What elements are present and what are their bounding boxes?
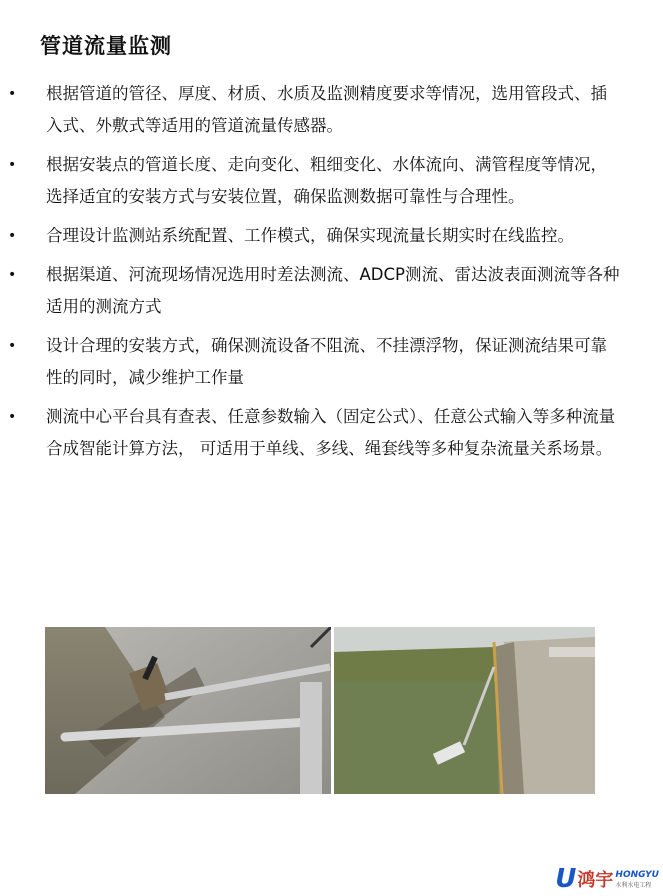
list-item-text: 根据管道的管径、厚度、材质、水质及监测精度要求等情况，选用管段式、插入式、外敷式等适用的管道流量传感器。 xyxy=(46,84,607,135)
list-item xyxy=(0,220,663,252)
bullet-icon: • xyxy=(8,157,17,173)
bullet-icon: • xyxy=(8,267,17,283)
list-item-text: 设计合理的安装方式，确保测流设备不阻流、不挂漂浮物，保证测流结果可靠性的同时，减少维护工作量 xyxy=(46,336,607,387)
bullet-icon: • xyxy=(8,409,17,425)
bullet-icon: • xyxy=(8,86,17,102)
list-item-text: 根据安装点的管道长度、走向变化、粗细变化、水体流向、满管程度等情况，选择适宜的安装方式与安装位置，确保监测数据可靠性与合理性。 xyxy=(46,155,607,206)
list-item xyxy=(0,259,663,323)
list-item xyxy=(0,401,663,465)
list-item-text: 合理设计监测站系统配置、工作模式，确保实现流量长期实时在线监控。 xyxy=(46,226,574,245)
logo-subtitle: 水利水电工程 xyxy=(615,881,652,889)
list-item xyxy=(0,149,663,213)
photo-river-station xyxy=(334,627,595,794)
logo-english xyxy=(615,870,659,889)
brand-logo xyxy=(555,866,659,892)
logo-u-icon: U xyxy=(555,864,577,894)
list-item xyxy=(0,330,663,394)
bullet-icon: • xyxy=(8,228,17,244)
logo-english-name: HONGYU xyxy=(615,869,659,880)
list-item-text: 测流中心平台具有查表、任意参数输入（固定公式）、任意公式输入等多种流量合成智能计算方法， 可适用于单线、多线、绳套线等多种复杂流量关系场景。 xyxy=(46,407,616,458)
logo-chinese-text: 鸿宇 xyxy=(577,870,614,891)
list-item-text: 根据渠道、河流现场情况选用时差法测流、ADCP测流、雷达波表面测流等各种适用的测流方式 xyxy=(46,265,620,316)
bullet-icon: • xyxy=(8,338,17,354)
list-item xyxy=(0,78,663,142)
page-title: 管道流量监测 xyxy=(40,34,172,58)
photo-pipe-installation xyxy=(45,627,331,794)
photo-strip xyxy=(45,627,595,794)
bullet-list xyxy=(0,78,663,472)
